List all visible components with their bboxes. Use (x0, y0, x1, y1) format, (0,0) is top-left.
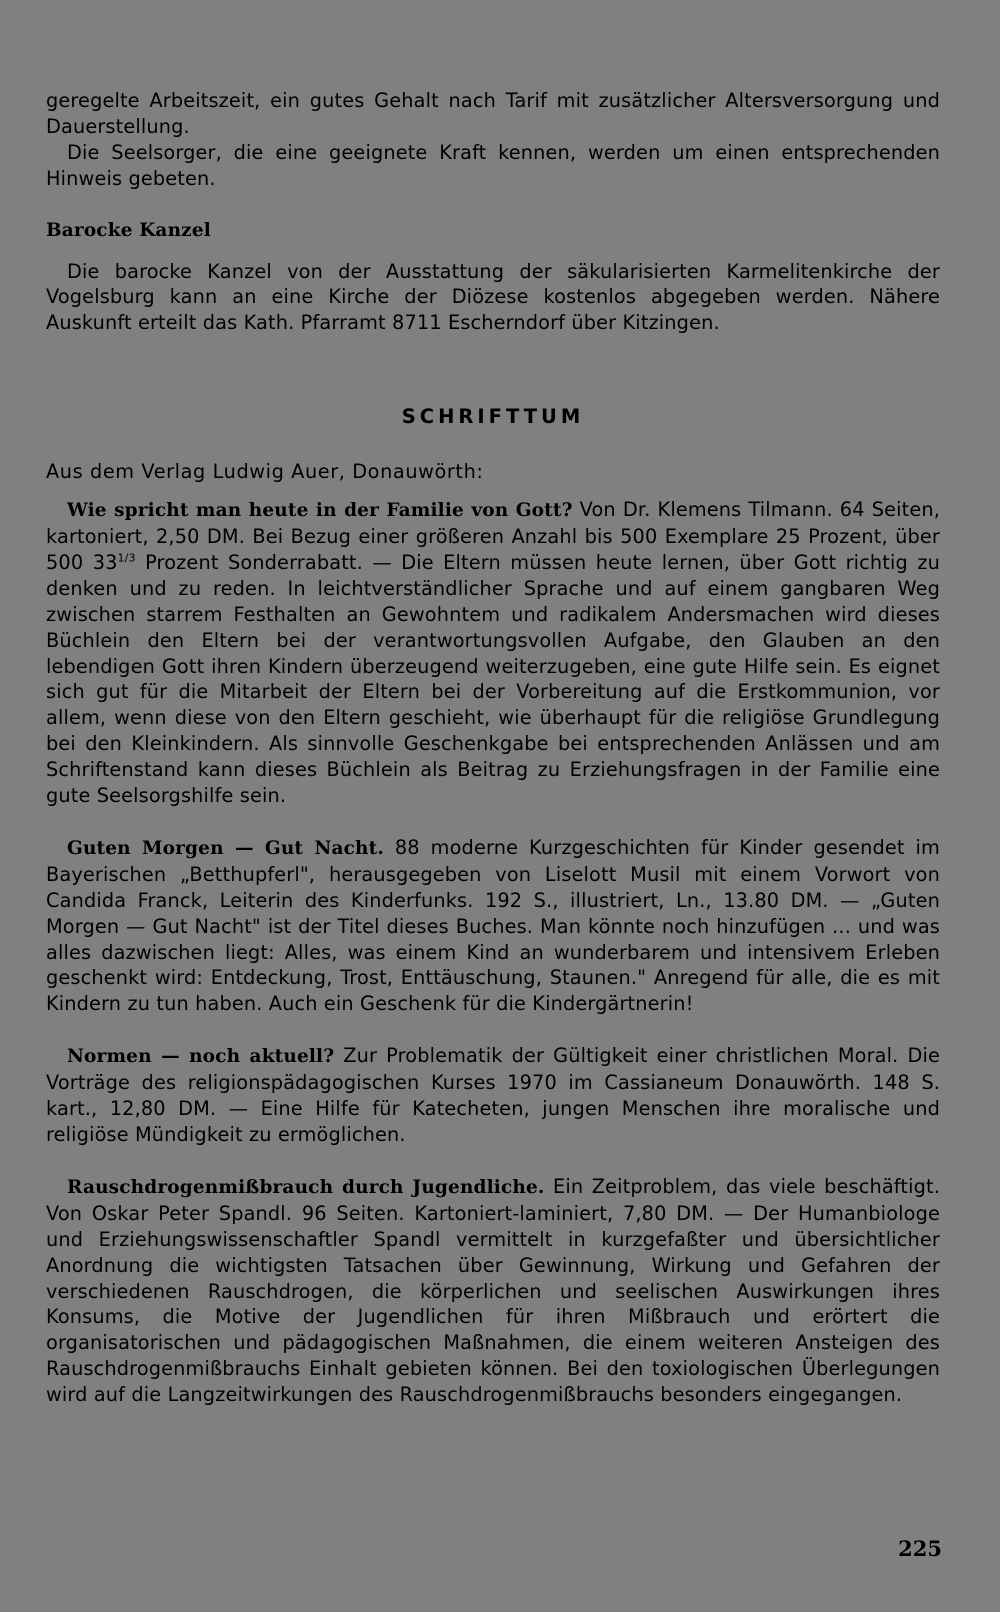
book-entry-4-title: Rauschdrogenmißbrauch durch Jugendliche. (67, 1176, 545, 1198)
book-entry-1-title: Wie spricht man heute in der Familie von Gott? (67, 500, 573, 522)
book-entry-1-text-a: Von Dr. Klemens Tilmann. 64 Seiten, kartoniert, 2,50 DM. Bei Bezug einer größeren Anzahl bis 500 Exemplare 25 Prozent, über 500 33 (46, 498, 940, 574)
kanzel-heading: Barocke Kanzel (46, 219, 211, 241)
page-content (46, 88, 940, 1408)
book-entry-1 (46, 497, 940, 809)
publisher-line: Aus dem Verlag Ludwig Auer, Donauwörth: (46, 460, 484, 484)
book-entry-3 (46, 1043, 940, 1148)
book-entry-2-text: 88 moderne Kurzgeschichten für Kinder gesendet im Bayerischen „Betthupferl", herausgegeben von Liselott Musil mit einem Vorwort von Candida Franck, Leiterin des Kinderfunks. 192 S., illustriert, Ln., 13.80 DM. — „Guten Morgen — Gut Nacht" ist der Titel dieses Buches. Man könnte noch hinzufügen ... und was alles dazwischen liegt: Alles, was einem Kind an wunderbarem und intensivem Erleben geschenkt wird: Entdeckung, Trost, Enttäuschung, Staunen." Anregend für alle, die es mit Kindern zu tun haben. Auch ein Geschenk für die Kindergärtnerin! (46, 835, 940, 1016)
book-entry-1-text-b: Prozent Sonderrabatt. — Die Eltern müssen heute lernen, über Gott richtig zu denken und zu reden. In leichtverständlicher Sprache und auf einem gangbaren Weg zwischen starrem Festhalten an Gewohntem und radikalem Andersmachen wird dieses Büchlein den Eltern bei der verantwortungsvollen Aufgabe, den Glauben an den lebendigen Gott ihren Kindern überzeugend weiterzugeben, eine gute Hilfe sein. Es eignet sich gut für die Mitarbeit der Eltern bei der Vorbereitung auf die Erstkommunion, vor allem, wenn diese von den Eltern geschieht, wie überhaupt für die religiöse Grundlegung bei den Kleinkindern. Als sinnvolle Geschenkgabe bei entsprechenden Anlässen und am Schriftenstand kann dieses Büchlein als Beitrag zu Erziehungsfragen in der Familie eine gute Seelsorgshilfe sein. (46, 550, 940, 808)
page-number: 225 (898, 1536, 942, 1561)
book-entry-4-text: Ein Zeitproblem, das viele beschäftigt. Von Oskar Peter Spandl. 96 Seiten. Kartoniert-laminiert, 7,80 DM. — Der Humanbiologe und Erziehungswissenschaftler Spandl vermittelt in kurzgefaßter und übersichtlicher Anordnung die wichtigsten Tatsachen über Gewinnung, Wirkung und Gefahren der verschiedenen Rauschdrogen, die körperlichen und seelischen Auswirkungen ihres Konsums, die Motive der Jugendlichen für ihren Mißbrauch und erörtert die organisatorischen und pädagogischen Maßnahmen, die einem weiteren Ansteigen des Rauschdrogenmißbrauchs Einhalt gebieten können. Bei den toxiologischen Überlegungen wird auf die Langzeitwirkungen des Rauschdrogenmißbrauchs besonders eingegangen. (46, 1174, 941, 1407)
book-entry-4 (46, 1174, 940, 1408)
intro-paragraph-1: geregelte Arbeitszeit, ein gutes Gehalt nach Tarif mit zusätzlicher Altersversorgung und Dauerstellung. (46, 89, 940, 138)
book-entry-2-title: Guten Morgen — Gut Nacht. (67, 837, 384, 859)
book-entry-2 (46, 835, 940, 1017)
book-entry-3-title: Normen — noch aktuell? (67, 1046, 335, 1068)
kanzel-paragraph: Die barocke Kanzel von der Ausstattung der säkularisierten Karmelitenkirche der Vogelsburg kann an eine Kirche der Diözese kostenlos abgegeben werden. Nähere Auskunft erteilt das Kath. Pfarramt 8711 Escherndorf über Kitzingen. (46, 259, 940, 335)
section-title-schrifttum: SCHRIFTTUM (401, 405, 585, 429)
book-entry-3-text: Zur Problematik der Gültigkeit einer christlichen Moral. Die Vorträge des religionspädagogischen Kurses 1970 im Cassianeum Donauwörth. 148 S. kart., 12,80 DM. — Eine Hilfe für Katecheten, jungen Menschen ihre moralische und religiöse Mündigkeit zu ermöglichen. (46, 1044, 940, 1146)
intro-paragraph-2: Die Seelsorger, die eine geeignete Kraft kennen, werden um einen entsprechenden Hinweis gebeten. (46, 140, 940, 190)
book-entry-1-fraction: 1/3 (117, 551, 136, 565)
